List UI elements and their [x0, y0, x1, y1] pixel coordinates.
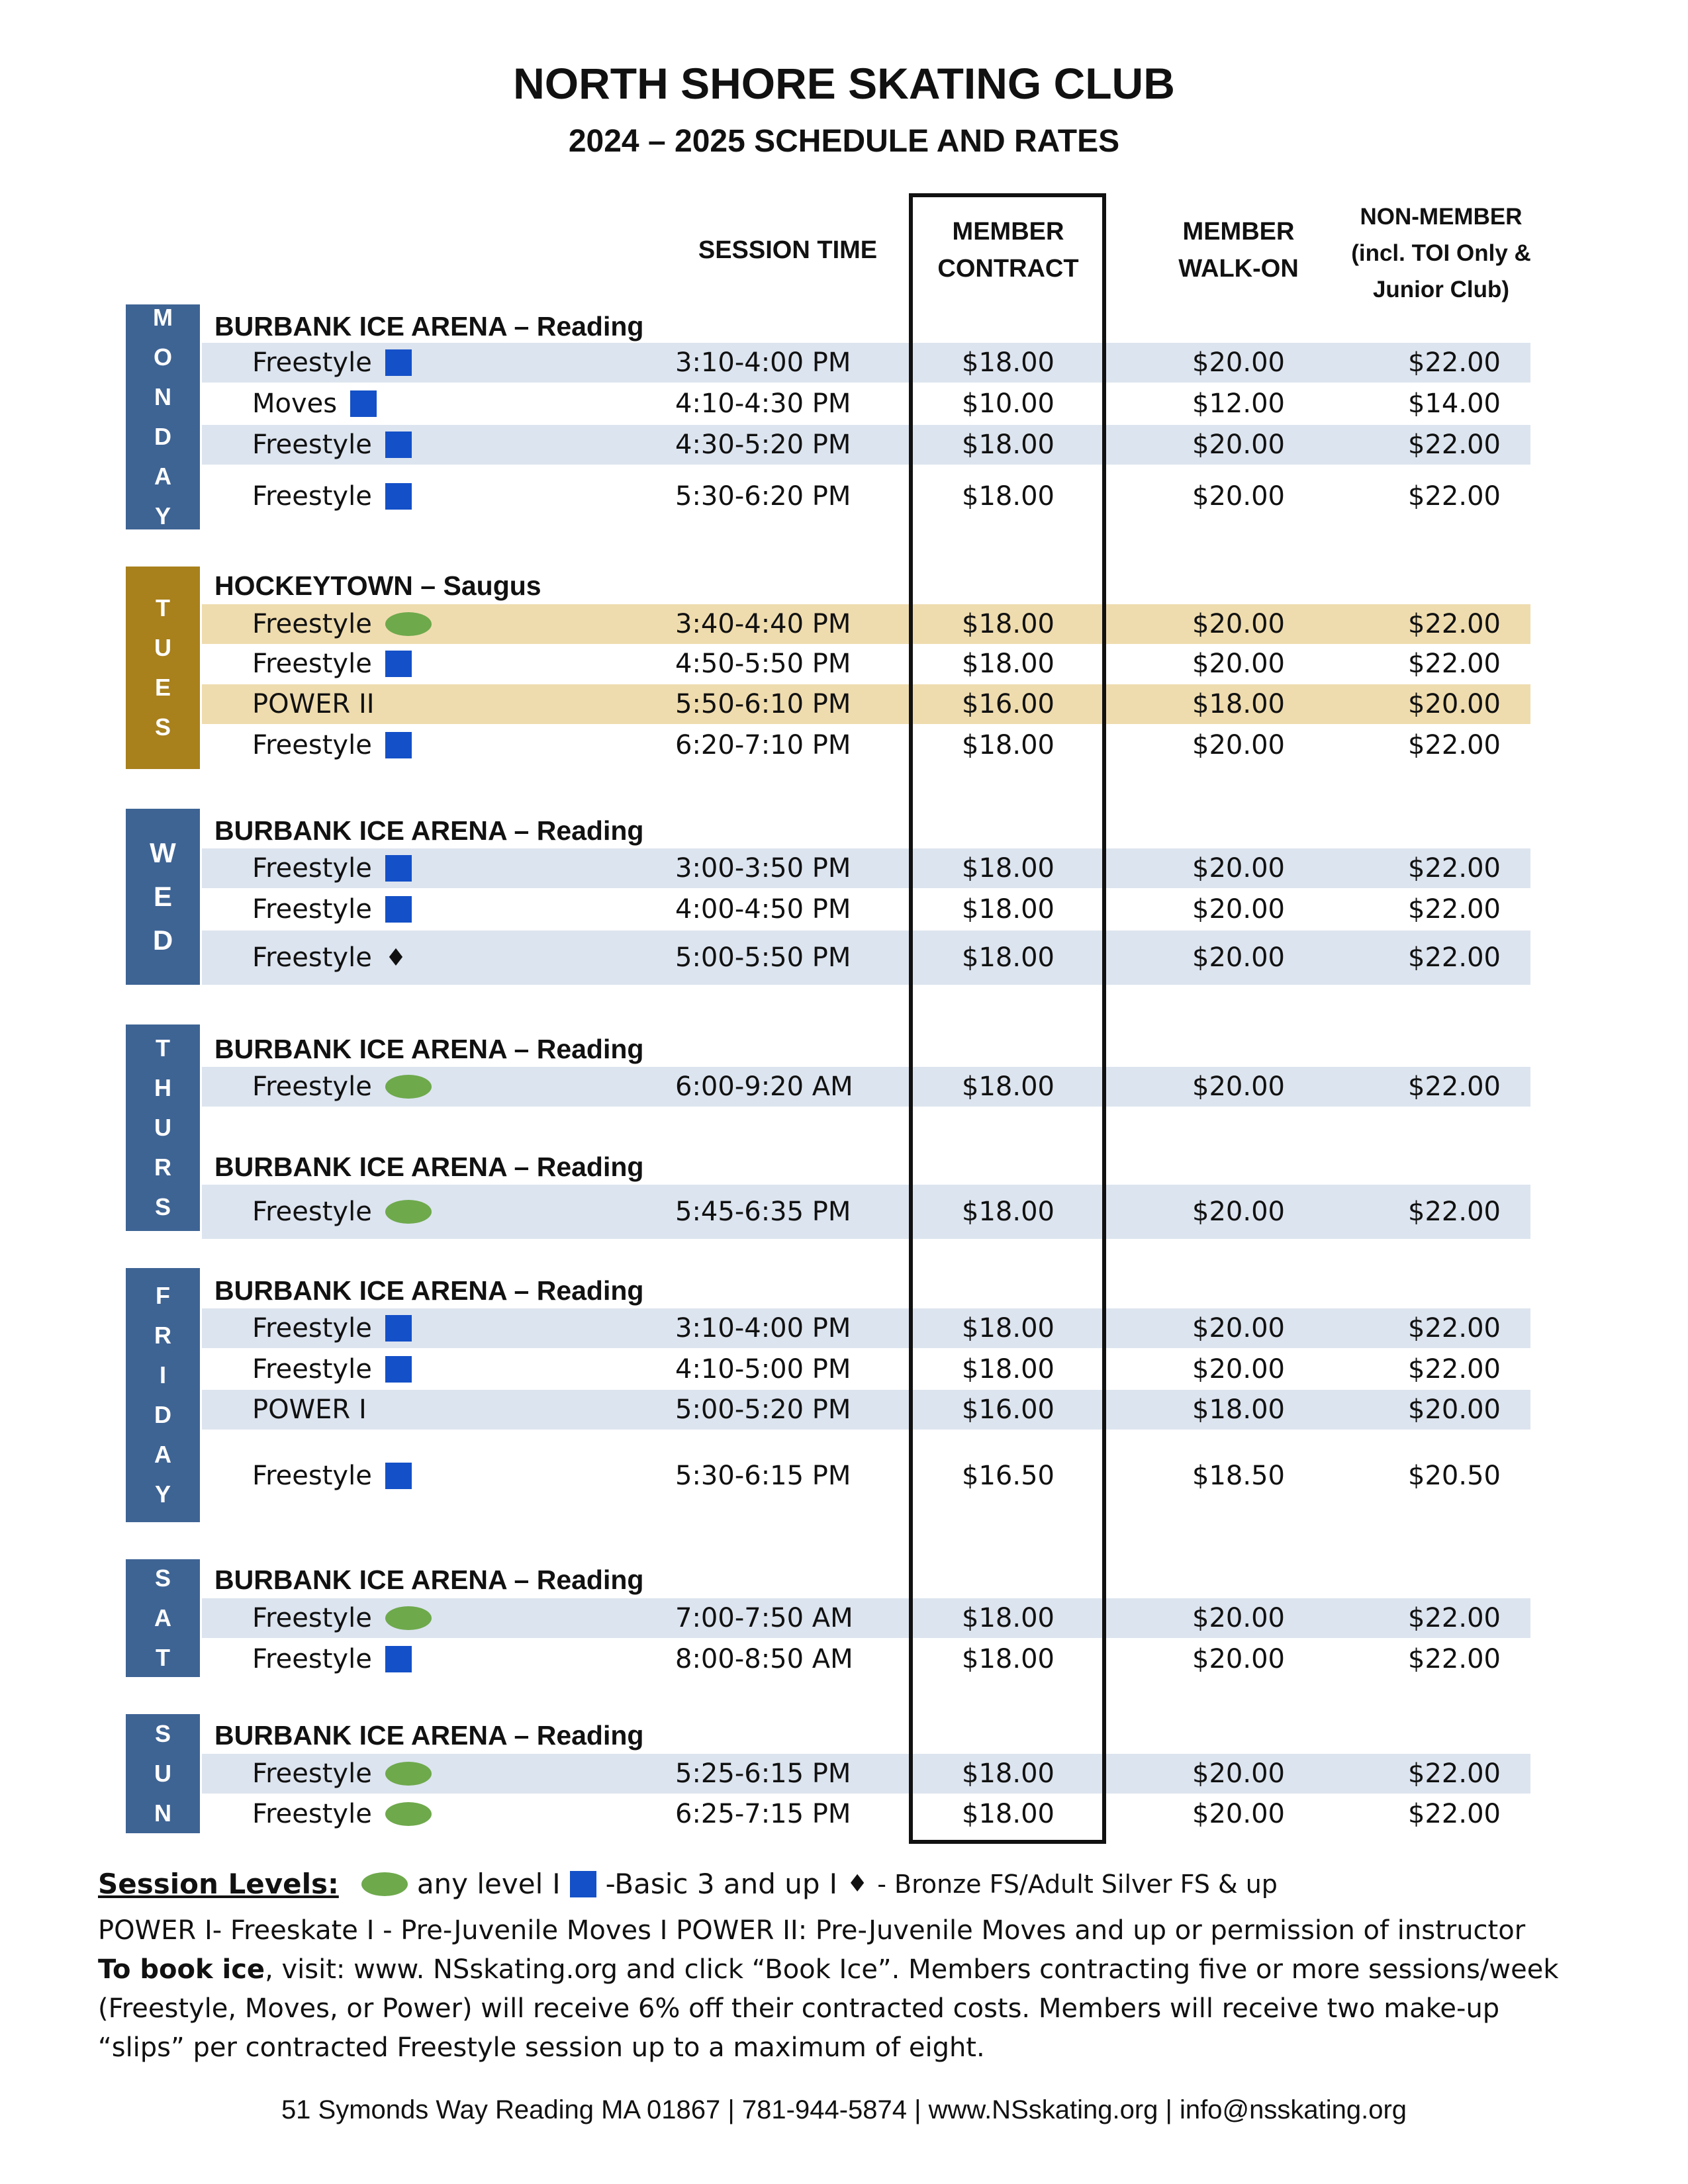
non-member-rate: $22.00	[1408, 942, 1501, 973]
session-row	[202, 384, 1530, 424]
square-icon	[385, 651, 412, 677]
session-time: 4:10-4:30 PM	[675, 388, 851, 419]
session-name-text: Freestyle	[252, 942, 372, 973]
day-tab-letter: U	[154, 1114, 171, 1141]
day-tab	[126, 1024, 200, 1231]
venue-heading: BURBANK ICE ARENA – Reading	[214, 1565, 644, 1595]
session-time: 7:00-7:50 AM	[675, 1603, 853, 1633]
day-tab-letter: S	[154, 1565, 171, 1592]
day-tab-letter: Y	[154, 1480, 171, 1508]
non-member-rate: $20.00	[1408, 689, 1501, 719]
session-time: 8:00-8:50 AM	[675, 1644, 853, 1674]
session-time: 6:00-9:20 AM	[675, 1071, 853, 1102]
member-contract-rate: $18.00	[962, 853, 1055, 884]
session-row	[202, 1349, 1530, 1389]
member-walkon-rate: $20.00	[1192, 942, 1285, 973]
booking-note-text: , visit: www. NSskating.org and click “Book Ice”. Members contracting five or more sessions/week	[265, 1954, 1559, 1985]
square-icon	[350, 390, 377, 417]
day-tab-letter: U	[154, 634, 171, 661]
day-tab-letter: S	[154, 1193, 171, 1220]
session-name-text: Freestyle	[252, 730, 372, 760]
member-contract-rate: $18.00	[962, 1758, 1055, 1789]
day-tab-letter: D	[154, 423, 171, 450]
day-tab-letter: E	[154, 674, 171, 701]
session-name-text: Freestyle	[252, 853, 372, 884]
session-name	[252, 1349, 412, 1389]
session-row	[202, 477, 1530, 516]
day-tab-letter: Y	[154, 502, 171, 529]
non-member-rate: $22.00	[1408, 1603, 1501, 1633]
legend-separator: I	[552, 1868, 561, 1900]
day-tab	[126, 1714, 200, 1833]
member-walkon-rate: $20.00	[1192, 430, 1285, 460]
member-walkon-rate: $20.00	[1192, 1354, 1285, 1385]
legend-basic-3: -Basic 3 and up	[605, 1868, 820, 1900]
session-name	[252, 604, 432, 644]
session-name	[252, 477, 412, 516]
venue-heading: BURBANK ICE ARENA – Reading	[214, 1275, 644, 1306]
member-walkon-rate: $20.00	[1192, 894, 1285, 925]
day-tab-letter: A	[154, 1441, 171, 1468]
non-member-rate: $22.00	[1408, 1071, 1501, 1102]
session-row	[202, 1794, 1530, 1834]
member-walkon-rate: $18.00	[1192, 1394, 1285, 1425]
session-name	[252, 1390, 367, 1430]
venue-heading: BURBANK ICE ARENA – Reading	[214, 1720, 644, 1751]
venue-heading: HOCKEYTOWN – Saugus	[214, 570, 541, 601]
member-contract-rate: $18.00	[962, 430, 1055, 460]
session-levels-legend	[98, 1868, 1278, 1900]
day-tab-letter: T	[156, 1034, 170, 1062]
session-time: 6:20-7:10 PM	[675, 730, 851, 760]
diamond-icon: ♦	[846, 1870, 868, 1897]
oval-icon	[385, 1075, 432, 1099]
square-icon	[385, 732, 412, 758]
session-row	[202, 1754, 1530, 1794]
day-tab-letter: H	[154, 1074, 171, 1101]
session-row	[202, 931, 1530, 985]
session-row	[202, 684, 1530, 724]
session-time: 4:30-5:20 PM	[675, 430, 851, 460]
day-tab-letter: A	[154, 463, 171, 490]
member-contract-rate: $18.00	[962, 1071, 1055, 1102]
member-walkon-rate: $18.00	[1192, 689, 1285, 719]
legend-separator: I	[829, 1868, 837, 1900]
oval-icon	[385, 1200, 432, 1224]
session-name-text: Freestyle	[252, 1799, 372, 1829]
session-name-text: Freestyle	[252, 1313, 372, 1343]
day-tab	[126, 304, 200, 529]
member-contract-rate: $18.00	[962, 1644, 1055, 1674]
diamond-icon: ♦	[385, 944, 407, 972]
session-name	[252, 1308, 412, 1348]
day-tab	[126, 567, 200, 769]
session-row	[202, 848, 1530, 888]
power-note: POWER I- Freeskate I - Pre-Juvenile Moves I POWER II: Pre-Juvenile Moves and up or permission of instructor	[98, 1915, 1526, 1946]
non-member-rate: $22.00	[1408, 1313, 1501, 1343]
session-time: 5:00-5:20 PM	[675, 1394, 851, 1425]
non-member-rate: $22.00	[1408, 730, 1501, 760]
session-name-text: Freestyle	[252, 1758, 372, 1789]
day-tab-letter: E	[153, 881, 172, 912]
member-contract-rate: $18.00	[962, 730, 1055, 760]
oval-icon	[385, 1606, 432, 1630]
legend-bronze: - Bronze FS/Adult Silver FS & up	[877, 1869, 1278, 1899]
square-icon	[385, 855, 412, 882]
venue-heading: BURBANK ICE ARENA – Reading	[214, 311, 644, 341]
session-row	[202, 1390, 1530, 1430]
member-walkon-rate: $20.00	[1192, 347, 1285, 378]
oval-icon	[361, 1872, 408, 1896]
session-name-text: Freestyle	[252, 1644, 372, 1674]
legend-label: Session Levels:	[98, 1868, 339, 1900]
non-member-rate: $22.00	[1408, 1197, 1501, 1227]
member-contract-rate: $18.00	[962, 1799, 1055, 1829]
session-name-text: Freestyle	[252, 347, 372, 378]
day-tab	[126, 809, 200, 985]
venue-heading: BURBANK ICE ARENA – Reading	[214, 1152, 644, 1182]
session-name-text: Freestyle	[252, 481, 372, 512]
session-row	[202, 644, 1530, 684]
session-row	[202, 1067, 1530, 1107]
session-name	[252, 1639, 412, 1679]
member-contract-rate: $18.00	[962, 1354, 1055, 1385]
non-member-rate: $22.00	[1408, 853, 1501, 884]
member-walkon-rate: $20.00	[1192, 1071, 1285, 1102]
member-contract-rate: $10.00	[962, 388, 1055, 419]
venue-heading: BURBANK ICE ARENA – Reading	[214, 815, 644, 846]
legend-any-level: any level	[416, 1868, 543, 1900]
session-time: 6:25-7:15 PM	[675, 1799, 851, 1829]
session-name	[252, 889, 412, 929]
session-time: 3:40-4:40 PM	[675, 609, 851, 639]
square-icon	[385, 896, 412, 923]
member-walkon-rate: $20.00	[1192, 1603, 1285, 1633]
session-name-text: Freestyle	[252, 894, 372, 925]
session-row	[202, 1185, 1530, 1239]
session-name	[252, 1794, 432, 1834]
session-name	[252, 1456, 412, 1496]
member-contract-column-box	[909, 193, 1106, 1844]
session-name-text: Freestyle	[252, 1197, 372, 1227]
session-name-text: Moves	[252, 388, 338, 419]
session-time: 5:30-6:20 PM	[675, 481, 851, 512]
square-icon	[385, 1315, 412, 1342]
member-walkon-rate: $20.00	[1192, 1313, 1285, 1343]
column-header-non-member: NON-MEMBER (incl. TOI Only & Junior Club)	[1351, 204, 1531, 302]
day-tab-letter: W	[150, 837, 176, 868]
day-tab-letter: M	[153, 304, 173, 331]
session-name	[252, 343, 412, 383]
member-walkon-rate: $20.00	[1192, 730, 1285, 760]
session-time: 3:00-3:50 PM	[675, 853, 851, 884]
member-walkon-rate: $18.50	[1192, 1461, 1285, 1491]
member-walkon-rate: $20.00	[1192, 1799, 1285, 1829]
member-contract-rate: $18.00	[962, 1197, 1055, 1227]
session-name	[252, 931, 406, 985]
square-icon	[570, 1871, 596, 1897]
member-walkon-rate: $20.00	[1192, 1644, 1285, 1674]
non-member-rate: $22.00	[1408, 347, 1501, 378]
member-walkon-rate: $20.00	[1192, 1197, 1285, 1227]
session-name	[252, 1754, 432, 1794]
square-icon	[385, 1646, 412, 1672]
non-member-rate: $20.50	[1408, 1461, 1501, 1491]
member-contract-rate: $18.00	[962, 942, 1055, 973]
member-contract-rate: $16.00	[962, 689, 1055, 719]
non-member-rate: $22.00	[1408, 430, 1501, 460]
day-tab-letter: T	[156, 1644, 170, 1671]
venue-heading: BURBANK ICE ARENA – Reading	[214, 1034, 644, 1064]
session-row	[202, 1639, 1530, 1679]
day-tab-letter: A	[154, 1604, 171, 1631]
oval-icon	[385, 612, 432, 636]
session-name-text: Freestyle	[252, 1071, 372, 1102]
day-tab	[126, 1559, 200, 1677]
column-header-session-time: SESSION TIME	[698, 236, 878, 264]
session-name	[252, 425, 412, 465]
session-name	[252, 684, 375, 724]
square-icon	[385, 1356, 412, 1383]
non-member-rate: $22.00	[1408, 894, 1501, 925]
member-contract-rate: $18.00	[962, 1603, 1055, 1633]
non-member-rate: $20.00	[1408, 1394, 1501, 1425]
day-tab-letter: D	[152, 925, 173, 956]
day-tab-letter: T	[156, 594, 170, 621]
session-row	[202, 1308, 1530, 1348]
session-time: 5:50-6:10 PM	[675, 689, 851, 719]
session-name	[252, 848, 412, 888]
session-time: 4:10-5:00 PM	[675, 1354, 851, 1385]
non-member-rate: $22.00	[1408, 609, 1501, 639]
oval-icon	[385, 1802, 432, 1826]
square-icon	[385, 1463, 412, 1489]
day-tab-letter: R	[154, 1154, 171, 1181]
member-contract-rate: $18.00	[962, 894, 1055, 925]
makeup-note: “slips” per contracted Freestyle session up to a maximum of eight.	[98, 2032, 985, 2063]
day-tab-letter: F	[156, 1282, 170, 1309]
session-time: 4:50-5:50 PM	[675, 649, 851, 679]
session-time: 4:00-4:50 PM	[675, 894, 851, 925]
session-name-text: Freestyle	[252, 430, 372, 460]
non-member-rate: $22.00	[1408, 1799, 1501, 1829]
member-contract-rate: $18.00	[962, 649, 1055, 679]
session-time: 5:30-6:15 PM	[675, 1461, 851, 1491]
square-icon	[385, 432, 412, 458]
non-member-rate: $22.00	[1408, 1644, 1501, 1674]
session-time: 5:45-6:35 PM	[675, 1197, 851, 1227]
discount-note: (Freestyle, Moves, or Power) will receive 6% off their contracted costs. Members will receive two make-up	[98, 1993, 1500, 2024]
session-name	[252, 1598, 432, 1638]
member-contract-rate: $16.00	[962, 1394, 1055, 1425]
session-row	[202, 889, 1530, 929]
member-walkon-rate: $20.00	[1192, 649, 1285, 679]
member-walkon-rate: $20.00	[1192, 853, 1285, 884]
session-row	[202, 343, 1530, 383]
session-row	[202, 425, 1530, 465]
session-name	[252, 384, 377, 424]
square-icon	[385, 483, 412, 510]
day-tab-letter: N	[154, 1799, 171, 1827]
session-name-text: Freestyle	[252, 1603, 372, 1633]
member-walkon-rate: $20.00	[1192, 1758, 1285, 1789]
non-member-rate: $22.00	[1408, 481, 1501, 512]
footer-contact: 51 Symonds Way Reading MA 01867 | 781-944-5874 | www.NSskating.org | info@nsskating.org	[281, 2095, 1407, 2124]
session-row	[202, 1598, 1530, 1638]
day-tab-letter: R	[154, 1322, 171, 1349]
session-name	[252, 725, 412, 765]
day-tab-letter: U	[154, 1760, 171, 1787]
session-time: 3:10-4:00 PM	[675, 347, 851, 378]
booking-note-bold: To book ice	[98, 1954, 265, 1985]
session-name-text: Freestyle	[252, 1461, 372, 1491]
member-walkon-rate: $12.00	[1192, 388, 1285, 419]
session-name	[252, 1067, 432, 1107]
day-tab-letter: S	[154, 1720, 171, 1747]
non-member-rate: $22.00	[1408, 1354, 1501, 1385]
session-name	[252, 644, 412, 684]
column-header-member-walkon: MEMBER WALK-ON	[1178, 218, 1299, 283]
session-time: 5:00-5:50 PM	[675, 942, 851, 973]
session-name	[252, 1185, 432, 1239]
member-contract-rate: $18.00	[962, 1313, 1055, 1343]
page-title: NORTH SHORE SKATING CLUB	[513, 59, 1175, 108]
day-tab-letter: S	[154, 713, 171, 741]
booking-note	[98, 1950, 1559, 1989]
day-tab-letter: I	[159, 1361, 166, 1388]
session-name-text: Freestyle	[252, 649, 372, 679]
member-contract-rate: $18.00	[962, 481, 1055, 512]
member-contract-rate: $18.00	[962, 347, 1055, 378]
session-time: 5:25-6:15 PM	[675, 1758, 851, 1789]
member-walkon-rate: $20.00	[1192, 609, 1285, 639]
day-tab	[126, 1268, 200, 1522]
session-name-text: POWER I	[252, 1394, 367, 1425]
session-name-text: POWER II	[252, 689, 375, 719]
day-tab-letter: N	[154, 383, 171, 410]
member-walkon-rate: $20.00	[1192, 481, 1285, 512]
session-row	[202, 725, 1530, 765]
oval-icon	[385, 1762, 432, 1786]
session-name-text: Freestyle	[252, 609, 372, 639]
non-member-rate: $14.00	[1408, 388, 1501, 419]
non-member-rate: $22.00	[1408, 1758, 1501, 1789]
page-subtitle: 2024 – 2025 SCHEDULE AND RATES	[568, 124, 1120, 159]
day-tab-letter: D	[154, 1401, 171, 1428]
non-member-rate: $22.00	[1408, 649, 1501, 679]
day-tab-letter: O	[153, 343, 172, 371]
session-row	[202, 604, 1530, 644]
member-contract-rate: $16.50	[962, 1461, 1055, 1491]
session-name-text: Freestyle	[252, 1354, 372, 1385]
session-row	[202, 1456, 1530, 1496]
session-time: 3:10-4:00 PM	[675, 1313, 851, 1343]
column-header-member-contract: MEMBER CONTRACT	[937, 218, 1079, 283]
square-icon	[385, 349, 412, 376]
member-contract-rate: $18.00	[962, 609, 1055, 639]
